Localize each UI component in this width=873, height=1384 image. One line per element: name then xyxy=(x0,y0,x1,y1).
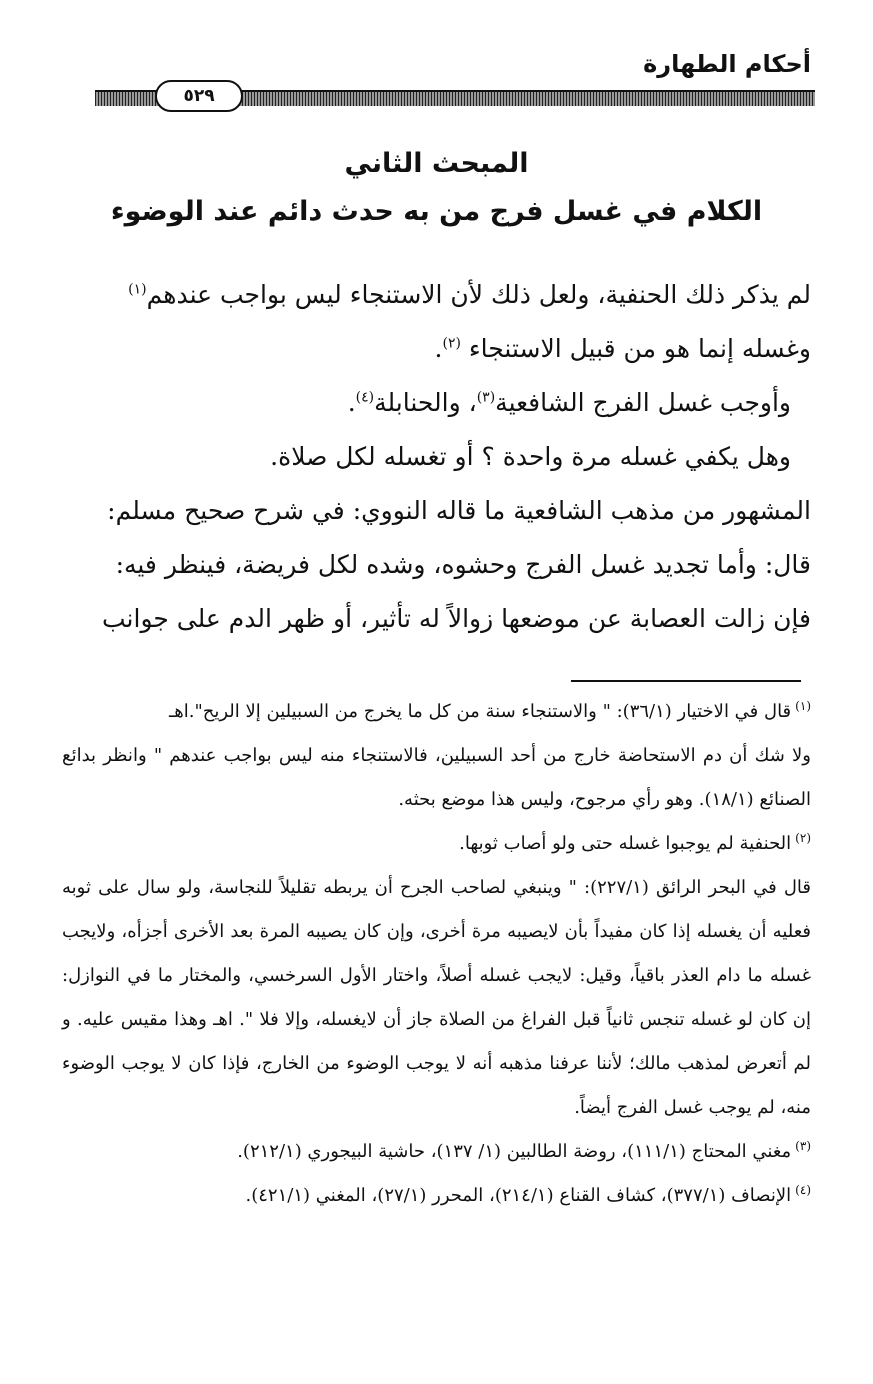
paragraph-6: قال: وأما تجديد غسل الفرج وحشوه، وشده لكل فريضة، فينظر فيه: xyxy=(115,550,811,579)
footnote-1: $^{(١)}$قال في الاختيار (٣٦/١): " والاستنجاء سنة من كل ما يخرج من السبيلين إلا الريح".اهـ xyxy=(168,699,811,722)
paragraph-4: وهل يكفي غسله مرة واحدة ؟ أو تغسله لكل صلاة. xyxy=(270,442,791,471)
paragraph-1: لم يذكر ذلك الحنفية، ولعل ذلك لأن الاستنجاء ليس بواجب عندهم$^{(١)}$ xyxy=(128,280,811,309)
footnote-ref-4[interactable]: (٤) xyxy=(355,389,375,406)
page-number-badge: ٥٢٩ xyxy=(155,80,243,112)
paragraph-5: المشهور من مذهب الشافعية ما قاله النووي: في شرح صحيح مسلم: xyxy=(107,496,811,525)
footnote-separator xyxy=(571,680,801,682)
footnote-ref-2[interactable]: (٢) xyxy=(442,335,461,352)
section-heading: المبحث الثاني xyxy=(344,148,529,179)
main-text xyxy=(62,268,811,646)
section-subtitle: الكلام في غسل فرج من به حدث دائم عند الوضوء xyxy=(110,196,763,227)
paragraph-2: وغسله إنما هو من قبيل الاستنجاء $^{(٢)}$. xyxy=(434,334,811,363)
paragraph-3: وأوجب غسل الفرج الشافعية$^{(٣)}$، والحنابلة$^{(٤)}$. xyxy=(347,388,791,417)
footnote-2: $^{(٢)}$الحنفية لم يوجبوا غسله حتى ولو أصاب ثوبها. xyxy=(459,831,811,854)
footnotes xyxy=(62,690,811,1218)
footnote-ref-1[interactable]: (١) xyxy=(128,281,147,298)
running-header-title: أحكام الطهارة xyxy=(643,50,811,78)
paragraph-7: فإن زالت العصابة عن موضعها زوالاً له تأثير، أو ظهر الدم على جوانب xyxy=(102,604,811,633)
footnote-ref-3[interactable]: (٣) xyxy=(476,389,496,406)
footnote-3: $^{(٣)}$مغني المحتاج (١١١/١)، روضة الطالبين (١/ ١٣٧)، حاشية البيجوري (٢١٢/١). xyxy=(237,1139,811,1162)
footnote-2-continued: قال في البحر الرائق (٢٢٧/١): " وينبغي لصاحب الجرح أن يربطه تقليلاً للنجاسة، ولو سال على ثوبه فعليه أن يغسله إذا كان مفيداً بأن لايصيبه مرة أخرى، وإن كان يصيبه المرة بعد الأخرى أجزأه، ولايجب غسله ما دام العذر باقياً، وقيل: لايجب غسله أصلاً، واختار الأول السرخسي، والمختار ما في النوازل: إن كان لو غسله تنجس ثانياً قبل الفراغ من الصلاة جاز أن لايغسله، وإلا فلا ". اهـ وهذا مقيس عليه. و لم أتعرض لمذهب مالك؛ لأننا عرفنا مذهبه أنه لا يوجب الوضوء من الخارج، فإذا كان لا يوجب الوضوء منه، لم يوجب غسل الفرج أيضاً. xyxy=(62,877,811,1118)
footnote-1-continued: ولا شك أن دم الاستحاضة خارج من أحد السبيلين، فالاستنجاء منه ليس بواجب عندهم " وانظر بدائع الصنائع (١٨/١). وهو رأي مرجوح، وليس هذا موضع بحثه. xyxy=(62,745,811,810)
footnote-4: $^{(٤)}$الإنصاف (٣٧٧/١)، كشاف القناع (٢١٤/١)، المحرر (٢٧/١)، المغني (٤٢١/١). xyxy=(245,1183,811,1206)
